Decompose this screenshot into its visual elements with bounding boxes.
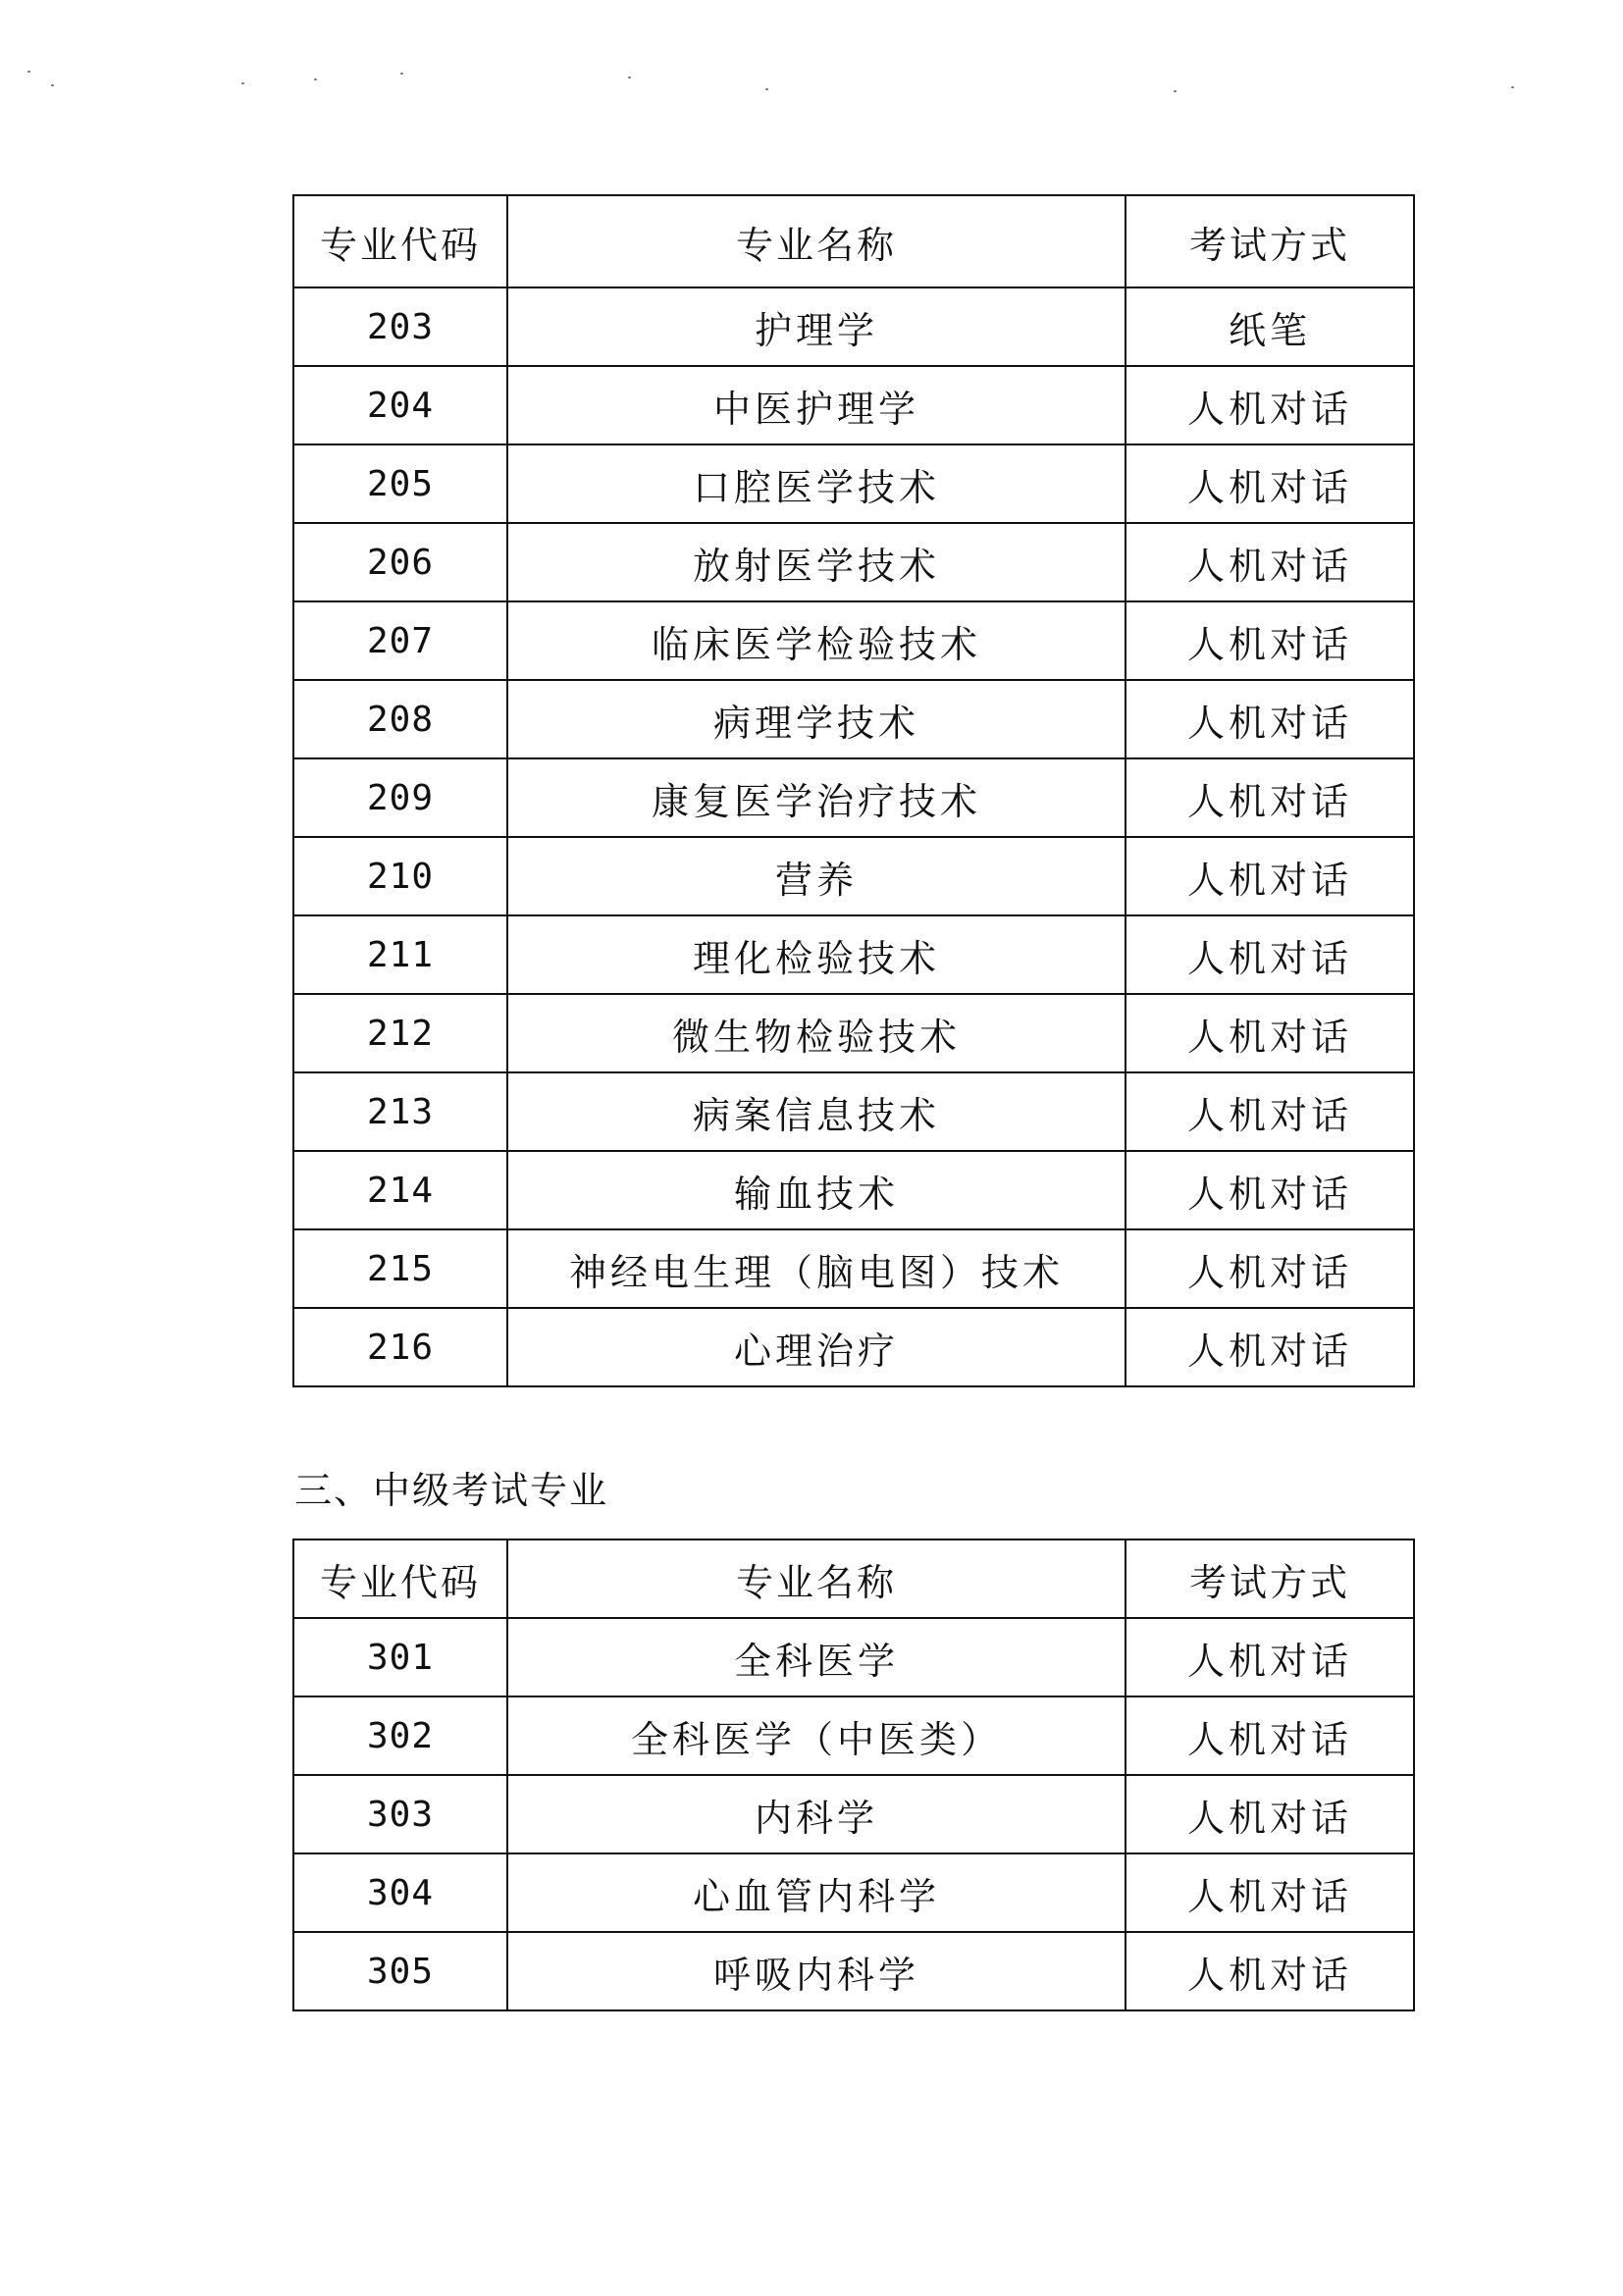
header-method: 考试方式 bbox=[1126, 195, 1414, 287]
cell-code: 207 bbox=[293, 601, 507, 680]
table-row bbox=[293, 758, 1414, 837]
cell-method: 人机对话 bbox=[1126, 601, 1414, 680]
header-name: 专业名称 bbox=[507, 195, 1126, 287]
table-row bbox=[293, 994, 1414, 1072]
table-row bbox=[293, 601, 1414, 680]
header-method: 考试方式 bbox=[1126, 1539, 1414, 1618]
cell-name: 神经电生理（脑电图）技术 bbox=[507, 1229, 1126, 1308]
table-row bbox=[293, 523, 1414, 601]
cell-method: 人机对话 bbox=[1126, 915, 1414, 994]
cell-code: 215 bbox=[293, 1229, 507, 1308]
scan-speck bbox=[400, 73, 403, 75]
cell-name: 临床医学检验技术 bbox=[507, 601, 1126, 680]
cell-code: 203 bbox=[293, 287, 507, 366]
scan-speck bbox=[628, 77, 631, 78]
cell-name: 营养 bbox=[507, 837, 1126, 915]
cell-code: 303 bbox=[293, 1775, 507, 1853]
cell-method: 人机对话 bbox=[1126, 1072, 1414, 1151]
cell-name: 中医护理学 bbox=[507, 366, 1126, 444]
cell-code: 216 bbox=[293, 1308, 507, 1386]
intermediate-exam-table bbox=[292, 1539, 1415, 2011]
cell-name: 口腔医学技术 bbox=[507, 444, 1126, 523]
cell-method: 纸笔 bbox=[1126, 287, 1414, 366]
cell-method: 人机对话 bbox=[1126, 1696, 1414, 1775]
table-row bbox=[293, 366, 1414, 444]
cell-code: 213 bbox=[293, 1072, 507, 1151]
table-row bbox=[293, 1696, 1414, 1775]
cell-name: 呼吸内科学 bbox=[507, 1932, 1126, 2010]
cell-code: 205 bbox=[293, 444, 507, 523]
cell-code: 206 bbox=[293, 523, 507, 601]
cell-method: 人机对话 bbox=[1126, 523, 1414, 601]
cell-method: 人机对话 bbox=[1126, 1618, 1414, 1696]
header-code: 专业代码 bbox=[293, 195, 507, 287]
cell-name: 输血技术 bbox=[507, 1151, 1126, 1229]
scan-speck bbox=[314, 78, 317, 80]
scan-noise bbox=[0, 0, 1623, 137]
table-row bbox=[293, 837, 1414, 915]
cell-code: 212 bbox=[293, 994, 507, 1072]
cell-code: 302 bbox=[293, 1696, 507, 1775]
cell-code: 208 bbox=[293, 680, 507, 758]
cell-name: 微生物检验技术 bbox=[507, 994, 1126, 1072]
cell-name: 放射医学技术 bbox=[507, 523, 1126, 601]
cell-name: 全科医学 bbox=[507, 1618, 1126, 1696]
table-row bbox=[293, 915, 1414, 994]
table-row bbox=[293, 1932, 1414, 2010]
cell-name: 康复医学治疗技术 bbox=[507, 758, 1126, 837]
cell-name: 心血管内科学 bbox=[507, 1853, 1126, 1932]
cell-method: 人机对话 bbox=[1126, 366, 1414, 444]
cell-code: 211 bbox=[293, 915, 507, 994]
cell-name: 病案信息技术 bbox=[507, 1072, 1126, 1151]
scan-speck bbox=[1174, 90, 1177, 92]
cell-method: 人机对话 bbox=[1126, 758, 1414, 837]
cell-code: 209 bbox=[293, 758, 507, 837]
table-header-row bbox=[293, 1539, 1414, 1618]
cell-code: 214 bbox=[293, 1151, 507, 1229]
section-heading-intermediate: 三、中级考试专业 bbox=[294, 1469, 609, 1512]
scan-speck bbox=[765, 88, 768, 90]
table-row bbox=[293, 1618, 1414, 1696]
table-row bbox=[293, 1853, 1414, 1932]
cell-method: 人机对话 bbox=[1126, 1932, 1414, 2010]
scan-speck bbox=[27, 71, 30, 73]
cell-method: 人机对话 bbox=[1126, 1853, 1414, 1932]
cell-name: 内科学 bbox=[507, 1775, 1126, 1853]
cell-method: 人机对话 bbox=[1126, 1775, 1414, 1853]
cell-method: 人机对话 bbox=[1126, 994, 1414, 1072]
cell-name: 病理学技术 bbox=[507, 680, 1126, 758]
cell-method: 人机对话 bbox=[1126, 1151, 1414, 1229]
table-row bbox=[293, 444, 1414, 523]
scan-speck bbox=[51, 84, 54, 86]
header-name: 专业名称 bbox=[507, 1539, 1126, 1618]
table-row bbox=[293, 1308, 1414, 1386]
cell-code: 204 bbox=[293, 366, 507, 444]
cell-code: 305 bbox=[293, 1932, 507, 2010]
table-row bbox=[293, 1775, 1414, 1853]
table-row bbox=[293, 680, 1414, 758]
cell-method: 人机对话 bbox=[1126, 1308, 1414, 1386]
table-row bbox=[293, 1151, 1414, 1229]
table-row bbox=[293, 1229, 1414, 1308]
header-code: 专业代码 bbox=[293, 1539, 507, 1618]
cell-method: 人机对话 bbox=[1126, 680, 1414, 758]
table-header-row bbox=[293, 195, 1414, 287]
cell-code: 301 bbox=[293, 1618, 507, 1696]
cell-name: 护理学 bbox=[507, 287, 1126, 366]
cell-name: 心理治疗 bbox=[507, 1308, 1126, 1386]
cell-code: 210 bbox=[293, 837, 507, 915]
scan-speck bbox=[241, 82, 244, 84]
table-row bbox=[293, 1072, 1414, 1151]
cell-method: 人机对话 bbox=[1126, 444, 1414, 523]
cell-code: 304 bbox=[293, 1853, 507, 1932]
cell-name: 理化检验技术 bbox=[507, 915, 1126, 994]
scan-speck bbox=[1511, 86, 1514, 88]
cell-name: 全科医学（中医类） bbox=[507, 1696, 1126, 1775]
cell-method: 人机对话 bbox=[1126, 837, 1414, 915]
cell-method: 人机对话 bbox=[1126, 1229, 1414, 1308]
junior-exam-table bbox=[292, 194, 1415, 1387]
table-row bbox=[293, 287, 1414, 366]
